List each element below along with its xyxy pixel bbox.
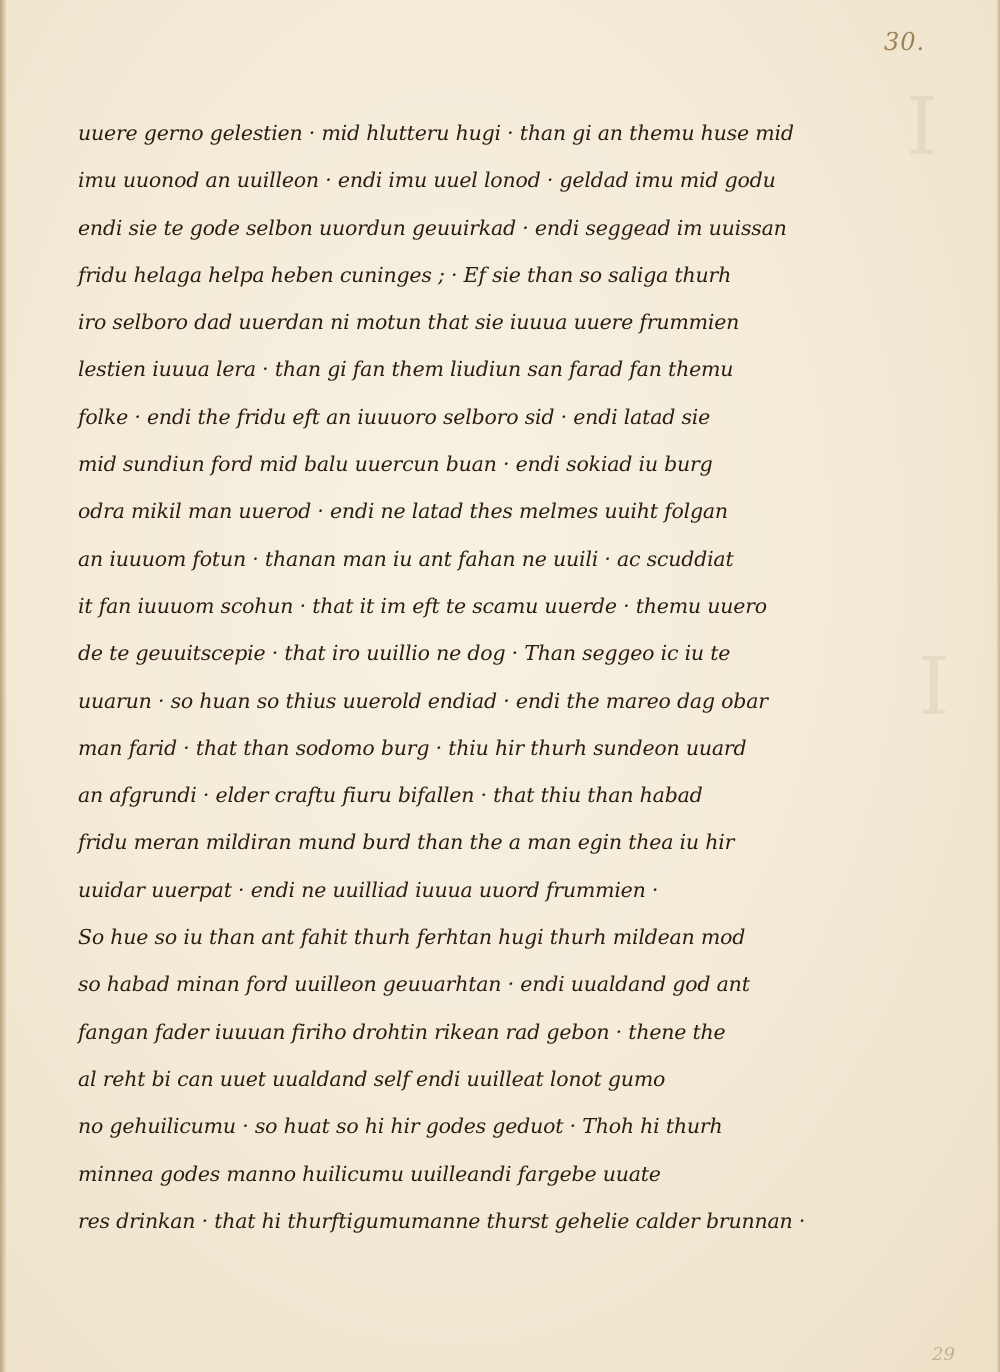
- show-through-ghost-1: I: [906, 80, 938, 173]
- text-line: it fan iuuuom scohun · that it im eft te scamu uuerde · themu uuero: [78, 593, 767, 618]
- corner-page-mark: 29: [932, 1344, 955, 1365]
- text-line: uuarun · so huan so thius uuerold endiad · endi the mareo dag obar: [78, 688, 768, 713]
- text-line: uuere gerno gelestien · mid hlutteru hugi · than gi an themu huse mid: [78, 121, 794, 145]
- text-line: odra mikil man uuerod · endi ne latad thes melmes uuiht folgan: [78, 499, 728, 524]
- show-through-ghost-2: I: [918, 640, 950, 733]
- text-line: no gehuilicumu · so huat so hi hir godes geduot · Thoh hi thurh: [78, 1114, 723, 1139]
- text-line: folke · endi the fridu eft an iuuuoro selboro sid · endi latad sie: [78, 404, 711, 429]
- text-line: fridu meran mildiran mund burd than the a man egin thea iu hir: [78, 830, 735, 855]
- text-line: imu uuonod an uuilleon · endi imu uuel lonod · geldad imu mid godu: [78, 168, 776, 193]
- folio-number: 30.: [884, 28, 926, 56]
- text-line: man farid · that than sodomo burg · thiu hir thurh sundeon uuard: [78, 735, 747, 760]
- text-line: minnea godes manno huilicumu uuilleandi fargebe uuate: [78, 1161, 661, 1186]
- text-line: endi sie te gode selbon uuordun geuuirkad · endi seggead im uuissan: [78, 215, 787, 240]
- text-line: iro selboro dad uuerdan ni motun that sie iuuua uuere frummien: [78, 310, 740, 335]
- page-left-edge: [0, 0, 6, 1372]
- text-line: lestien iuuua lera · than gi fan them liudiun san farad fan themu: [78, 357, 734, 382]
- manuscript-text-block: [78, 110, 858, 1245]
- text-line: an afgrundi · elder craftu fiuru bifallen · that thiu than habad: [78, 783, 703, 808]
- text-line-with-initial: So hue so iu than ant fahit thurh ferhtan hugi thurh mildean mod: [78, 925, 746, 950]
- text-line: al reht bi can uuet uualdand self endi uuilleat lonot gumo: [78, 1066, 666, 1091]
- text-line: de te geuuitscepie · that iro uuillio ne dog · Than seggeo ic iu te: [78, 641, 731, 666]
- text-line: so habad minan ford uuilleon geuuarhtan · endi uualdand god ant: [78, 972, 750, 997]
- text-line: fangan fader iuuuan firiho drohtin rikean rad gebon · thene the: [78, 1019, 726, 1044]
- text-line: mid sundiun ford mid balu uuercun buan · endi sokiad iu burg: [78, 452, 713, 477]
- text-line: res drinkan · that hi thurftigumumanne thurst gehelie calder brunnan ·: [78, 1208, 806, 1233]
- page-right-edge: [996, 0, 1000, 1372]
- text-line: fridu helaga helpa heben cuninges ; · Ef sie than so saliga thurh: [78, 262, 732, 287]
- text-line: an iuuuom fotun · thanan man iu ant fahan ne uuili · ac scuddiat: [78, 546, 734, 571]
- text-line: uuidar uuerpat · endi ne uuilliad iuuua uuord frummien ·: [78, 877, 659, 902]
